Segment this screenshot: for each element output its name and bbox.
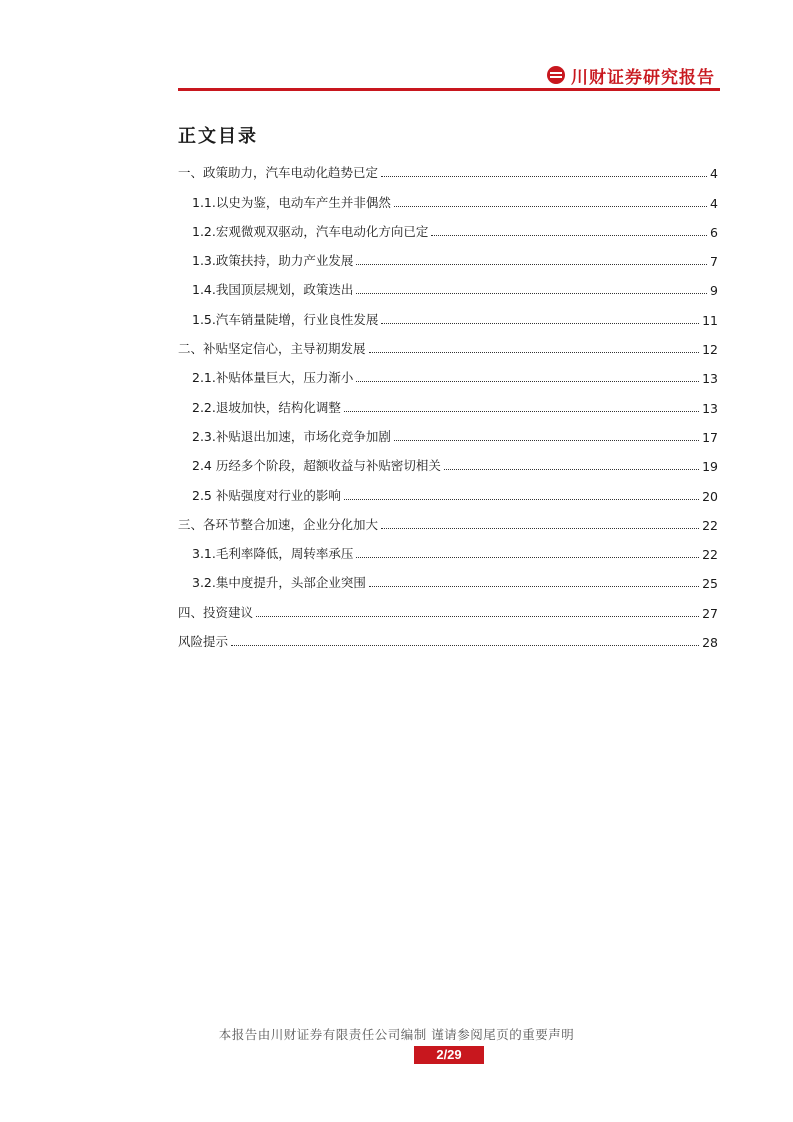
toc-entry[interactable] <box>178 328 718 357</box>
toc-entry-page: 17 <box>702 429 718 445</box>
toc-entry[interactable] <box>178 445 718 474</box>
toc-entry-page: 7 <box>710 254 718 270</box>
toc-entry-page: 19 <box>702 459 718 475</box>
toc-entry-page: 28 <box>702 635 718 651</box>
toc-entry-label: 一、政策助力，汽车电动化趋势已定 <box>178 165 379 181</box>
toc-entry-page: 6 <box>710 224 718 240</box>
toc-leader-dots <box>356 292 707 294</box>
toc-entry-page: 11 <box>702 312 718 328</box>
toc-entry[interactable] <box>178 269 718 298</box>
toc-entry-page: 4 <box>710 166 718 182</box>
toc-entry[interactable] <box>178 591 718 620</box>
toc-entry-page: 4 <box>710 195 718 211</box>
toc-entry-page: 13 <box>702 400 718 416</box>
toc-leader-dots <box>369 351 700 353</box>
toc-leader-dots <box>344 410 699 412</box>
toc-entry[interactable] <box>178 474 718 503</box>
toc-entry-label: 2.1.补贴体量巨大，压力渐小 <box>192 370 354 386</box>
toc-entry-label: 三、各环节整合加速，企业分化加大 <box>178 516 379 532</box>
toc-entry-label: 2.2.退坡加快，结构化调整 <box>192 399 341 415</box>
toc-entry-label: 二、补贴坚定信心，主导初期发展 <box>178 341 366 357</box>
toc-leader-dots <box>394 439 699 441</box>
toc-leader-dots <box>394 205 707 207</box>
toc-leader-dots <box>381 527 699 529</box>
toc-entry-label: 1.3.政策扶持，助力产业发展 <box>192 253 354 269</box>
toc-entry-page: 22 <box>702 517 718 533</box>
toc-leader-dots <box>356 380 699 382</box>
toc-entry-label: 2.4 历经多个阶段，超额收益与补贴密切相关 <box>192 458 441 474</box>
header-brand <box>547 62 715 88</box>
toc-entry[interactable] <box>178 152 718 181</box>
toc-entry-label: 四、投资建议 <box>178 604 254 620</box>
toc-entry-label: 3.1.毛利率降低，周转率承压 <box>192 546 354 562</box>
toc-entry-label: 1.2.宏观微观双驱动，汽车电动化方向已定 <box>192 223 429 239</box>
toc-entry-page: 12 <box>702 342 718 358</box>
toc-leader-dots <box>356 263 707 265</box>
toc-entry-label: 风险提示 <box>178 634 229 650</box>
toc-entry-page: 22 <box>702 547 718 563</box>
footer-disclaimer: 本报告由川财证券有限责任公司编制 谨请参阅尾页的重要声明 <box>218 1027 575 1042</box>
toc-leader-dots <box>356 556 699 558</box>
toc-leader-dots <box>256 615 699 617</box>
toc-leader-dots <box>231 644 699 646</box>
toc-leader-dots <box>381 175 707 177</box>
toc-entry-label: 1.4.我国顶层规划，政策迭出 <box>192 282 354 298</box>
brand-logo-icon <box>547 66 565 84</box>
toc-entry[interactable] <box>178 211 718 240</box>
toc-entry-label: 2.5 补贴强度对行业的影响 <box>192 487 341 503</box>
toc-entry[interactable] <box>178 562 718 591</box>
toc-entry[interactable] <box>178 621 718 650</box>
toc-entry[interactable] <box>178 386 718 415</box>
toc-entry-page: 13 <box>702 371 718 387</box>
toc-leader-dots <box>444 468 699 470</box>
toc-entry[interactable] <box>178 504 718 533</box>
brand-name: 川财证券研究报告 <box>571 67 715 88</box>
table-of-contents <box>178 152 718 650</box>
toc-leader-dots <box>431 234 707 236</box>
toc-leader-dots <box>344 498 699 500</box>
toc-entry-page: 27 <box>702 605 718 621</box>
toc-entry[interactable] <box>178 533 718 562</box>
toc-entry[interactable] <box>178 298 718 327</box>
toc-leader-dots <box>369 585 699 587</box>
toc-entry[interactable] <box>178 416 718 445</box>
toc-entry-label: 1.1.以史为鉴，电动车产生并非偶然 <box>192 194 391 210</box>
toc-entry-label: 3.2.集中度提升，头部企业突围 <box>192 575 366 591</box>
toc-leader-dots <box>381 322 699 324</box>
toc-entry-label: 1.5.汽车销量陡增，行业良性发展 <box>192 311 379 327</box>
toc-entry[interactable] <box>178 181 718 210</box>
toc-title: 正文目录 <box>178 126 258 147</box>
toc-entry[interactable] <box>178 357 718 386</box>
toc-entry[interactable] <box>178 240 718 269</box>
toc-entry-page: 9 <box>710 283 718 299</box>
toc-entry-page: 20 <box>702 488 718 504</box>
toc-entry-page: 25 <box>702 576 718 592</box>
header-rule <box>178 88 720 91</box>
toc-entry-label: 2.3.补贴退出加速，市场化竞争加剧 <box>192 428 391 444</box>
page-number-badge: 2/29 <box>414 1046 484 1064</box>
